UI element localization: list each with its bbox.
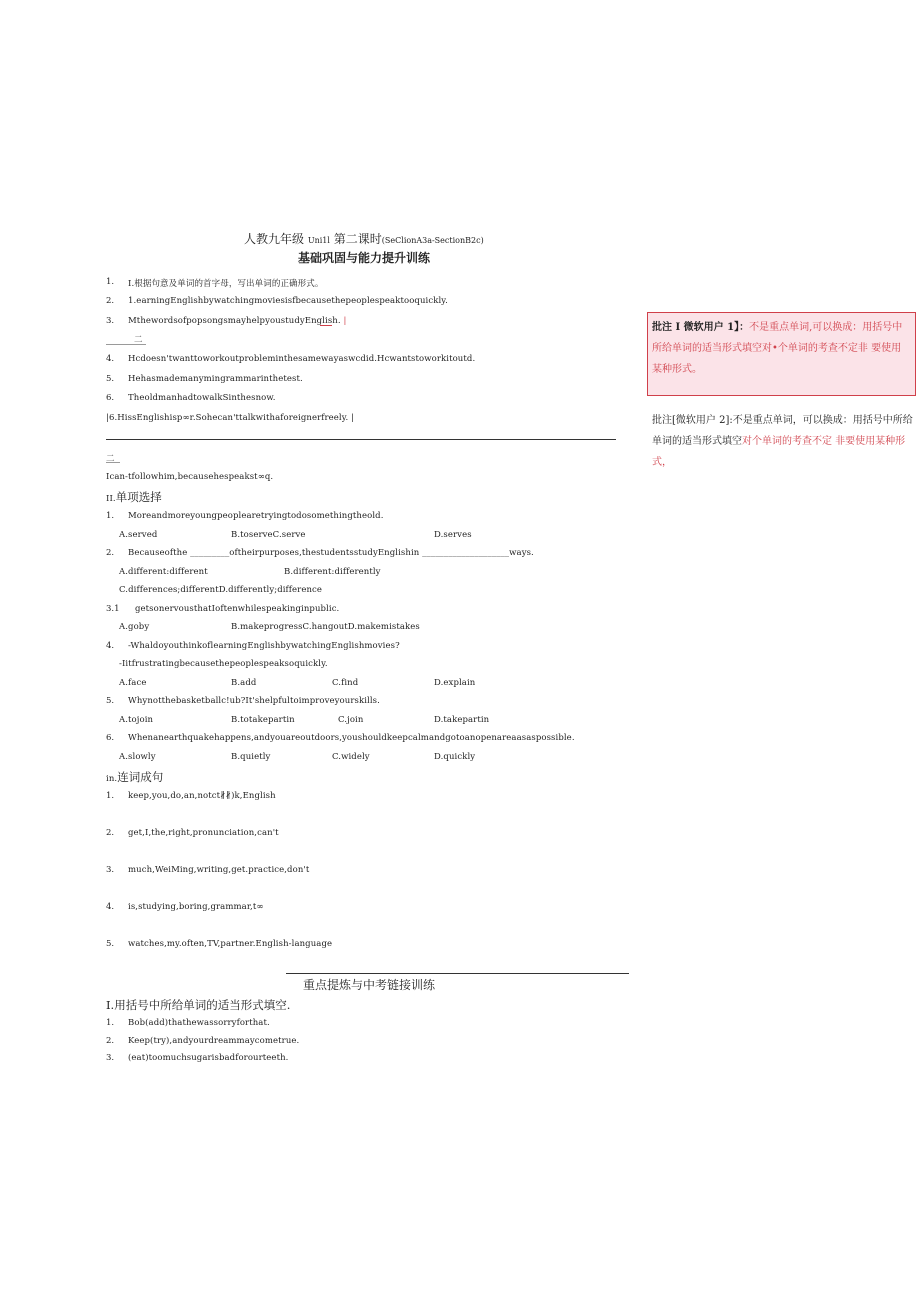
item-number: 3. bbox=[106, 1053, 115, 1063]
option: A.served bbox=[119, 530, 158, 540]
word-order-item: keep,you,do,an,notct∦∦)k,English bbox=[128, 791, 276, 801]
option: D.quickly bbox=[434, 752, 476, 762]
item-number: 4. bbox=[106, 354, 115, 364]
question-stem: getsonervousthatIoftenwhilespeakinginpublic. bbox=[135, 604, 340, 614]
option: D.takepartin bbox=[434, 715, 490, 725]
item-number: 1. bbox=[106, 1018, 115, 1028]
word-order-item: is,studying,boring,grammar,t∞ bbox=[128, 902, 264, 912]
part1-item-text: MthewordsofpopsongsmayhelpyoustudyEnglish. bbox=[128, 316, 341, 326]
option: B.makeprogressC.hangoutD.makemistakes bbox=[231, 622, 420, 632]
section-divider bbox=[286, 973, 629, 974]
option: A.goby bbox=[119, 622, 150, 632]
part1-item: Hcdoesn'twanttoworkoutprobleminthesamewayaswcdid.Hcwantstoworkitoutd. bbox=[128, 354, 476, 364]
review-comment-2[interactable] bbox=[652, 410, 916, 473]
fill-in-item: (eat)toomuchsugarisbadforourteeth. bbox=[128, 1053, 289, 1063]
section-prefix: in. bbox=[106, 774, 118, 784]
part1-item: 1.earningEnglishbywatchingmoviesisfbecausethepeoplespeaktooquickly. bbox=[128, 296, 448, 306]
title-unit: Uni1l bbox=[307, 236, 330, 245]
question-stem: -WhaldoyouthinkoflearningEnglishbywatchingEnglishmovies? bbox=[128, 641, 400, 651]
item-number: 2. bbox=[106, 1036, 115, 1046]
option: D.explain bbox=[434, 678, 476, 688]
option: D.serves bbox=[434, 530, 472, 540]
option: C.widely bbox=[332, 752, 370, 762]
question-stem: Whynotthebasketballc!ub?It'shelpfultoimproveyourskills. bbox=[128, 696, 380, 706]
option: B.different:differently bbox=[284, 567, 381, 577]
option: A.face bbox=[119, 678, 147, 688]
review-comment-1[interactable] bbox=[647, 312, 916, 396]
item-number: 3. bbox=[106, 865, 115, 875]
title-section: (SeClionA3a-SectionB2c) bbox=[381, 236, 484, 245]
item-number: 1. bbox=[106, 791, 115, 801]
option: C.find bbox=[332, 678, 359, 688]
part1-fragment: 二 bbox=[134, 335, 143, 345]
section-heading-part2 bbox=[106, 489, 162, 505]
question-stem: Moreandmoreyoungpeoplearetryingtodosomethingtheold. bbox=[128, 511, 384, 521]
document-title bbox=[244, 230, 484, 247]
item-number: 1. bbox=[106, 277, 115, 287]
item-number: 1. bbox=[106, 511, 115, 521]
word-order-item: watches,my.often,TV,partner.English-language bbox=[128, 939, 333, 949]
item-number: 2. bbox=[106, 828, 115, 838]
comment-text: 不是重点单词，可以换成：用括号中所给单词的适当形式填空 bbox=[652, 415, 913, 447]
item-number: 5. bbox=[106, 696, 115, 706]
item-number: 6. bbox=[106, 733, 115, 743]
comment-underline bbox=[320, 325, 332, 326]
section-title: 连词成句 bbox=[117, 770, 164, 784]
item-number: 3.1 bbox=[106, 604, 120, 614]
document-subtitle: 基础巩固与能力提升训练 bbox=[298, 251, 431, 265]
item-number: 3. bbox=[106, 316, 115, 326]
option: B.quietly bbox=[231, 752, 271, 762]
part1-instruction: I.根据句意及单词的首字母，写出单词的正确形式。 bbox=[128, 279, 324, 289]
item-number: 4. bbox=[106, 641, 115, 651]
question-stem-line2: -Iitfrustratingbecausethepeoplespeaksoquickly. bbox=[119, 659, 328, 669]
item-number: 4. bbox=[106, 902, 115, 912]
fill-in-item: Keep(try),andyourdreammaycometrue. bbox=[128, 1036, 300, 1046]
question-stem: Whenanearthquakehappens,andyouareoutdoors,youshouldkeepcalmandgotoanopenareaasaspossible. bbox=[128, 733, 575, 743]
comment-label: 批注[微软用户 2]: bbox=[652, 415, 733, 426]
option: B.toserveC.serve bbox=[231, 530, 306, 540]
word-order-item: get,I,the,right,pronunciation,can't bbox=[128, 828, 279, 838]
item-number: 5. bbox=[106, 939, 115, 949]
option: C.join bbox=[338, 715, 364, 725]
option: A.tojoin bbox=[119, 715, 154, 725]
option: B.add bbox=[231, 678, 257, 688]
section-title-part4: 重点提炼与中考链接训练 bbox=[303, 978, 436, 992]
section-prefix: II. bbox=[106, 494, 116, 504]
section-title: 单项选择 bbox=[115, 490, 162, 504]
option: B.totakepartin bbox=[231, 715, 295, 725]
section-heading-part4: I.用括号中所给单词的适当形式填空. bbox=[106, 998, 291, 1012]
comment-label: 批注 I 微软用户 1】： bbox=[652, 322, 750, 333]
question-stem: Becauseofthe _________oftheirpurposes,thestudentsstudyEnglishin ____________________ways. bbox=[128, 548, 534, 558]
section-heading-part3 bbox=[106, 769, 163, 785]
part1-item: TheoldmanhadtowalkSinthesnow. bbox=[128, 393, 276, 403]
option: A.different:different bbox=[119, 567, 208, 577]
fill-in-item: Bob(add)thathewassorryforthat. bbox=[128, 1018, 270, 1028]
part1-item: Hehasmademanymingrammarinthetest. bbox=[128, 374, 303, 384]
comment-anchor-mark: | bbox=[343, 316, 347, 326]
option: A.slowly bbox=[119, 752, 156, 762]
part1-item bbox=[106, 413, 354, 423]
option: C.differences;differentD.differently;difference bbox=[119, 585, 323, 595]
page-divider bbox=[106, 439, 616, 440]
item-number: 6. bbox=[106, 393, 115, 403]
answer-line bbox=[106, 462, 120, 463]
comment-anchor-mark: | bbox=[351, 413, 355, 423]
item-number: 2. bbox=[106, 548, 115, 558]
answer-line bbox=[106, 344, 146, 345]
item-number: 5. bbox=[106, 374, 115, 384]
part1-item bbox=[128, 316, 346, 326]
part1-item: Ican-tfollowhim,becausehespeakst∞q. bbox=[106, 472, 274, 482]
comment-text: 不是重点单词,可以换成：用括号中所给单词的适当形式填空对•个单词的考查不定非 要使用某种形式。 bbox=[652, 322, 903, 375]
item-number: 2. bbox=[106, 296, 115, 306]
part1-item-text: |6.HissEnglishisp∞r.Sohecan'ttalkwithaforeignerfreely. bbox=[106, 413, 349, 423]
comment-text-highlight: 对个单词的考查不定 非要使用某种形式， bbox=[652, 436, 906, 468]
part1-fragment: 二 bbox=[106, 454, 115, 464]
word-order-item: much,WeiMing,writing,get.practice,don't bbox=[128, 865, 310, 875]
title-lesson: 第二课时 bbox=[333, 232, 382, 246]
title-cn: 人教九年级 bbox=[244, 232, 305, 246]
